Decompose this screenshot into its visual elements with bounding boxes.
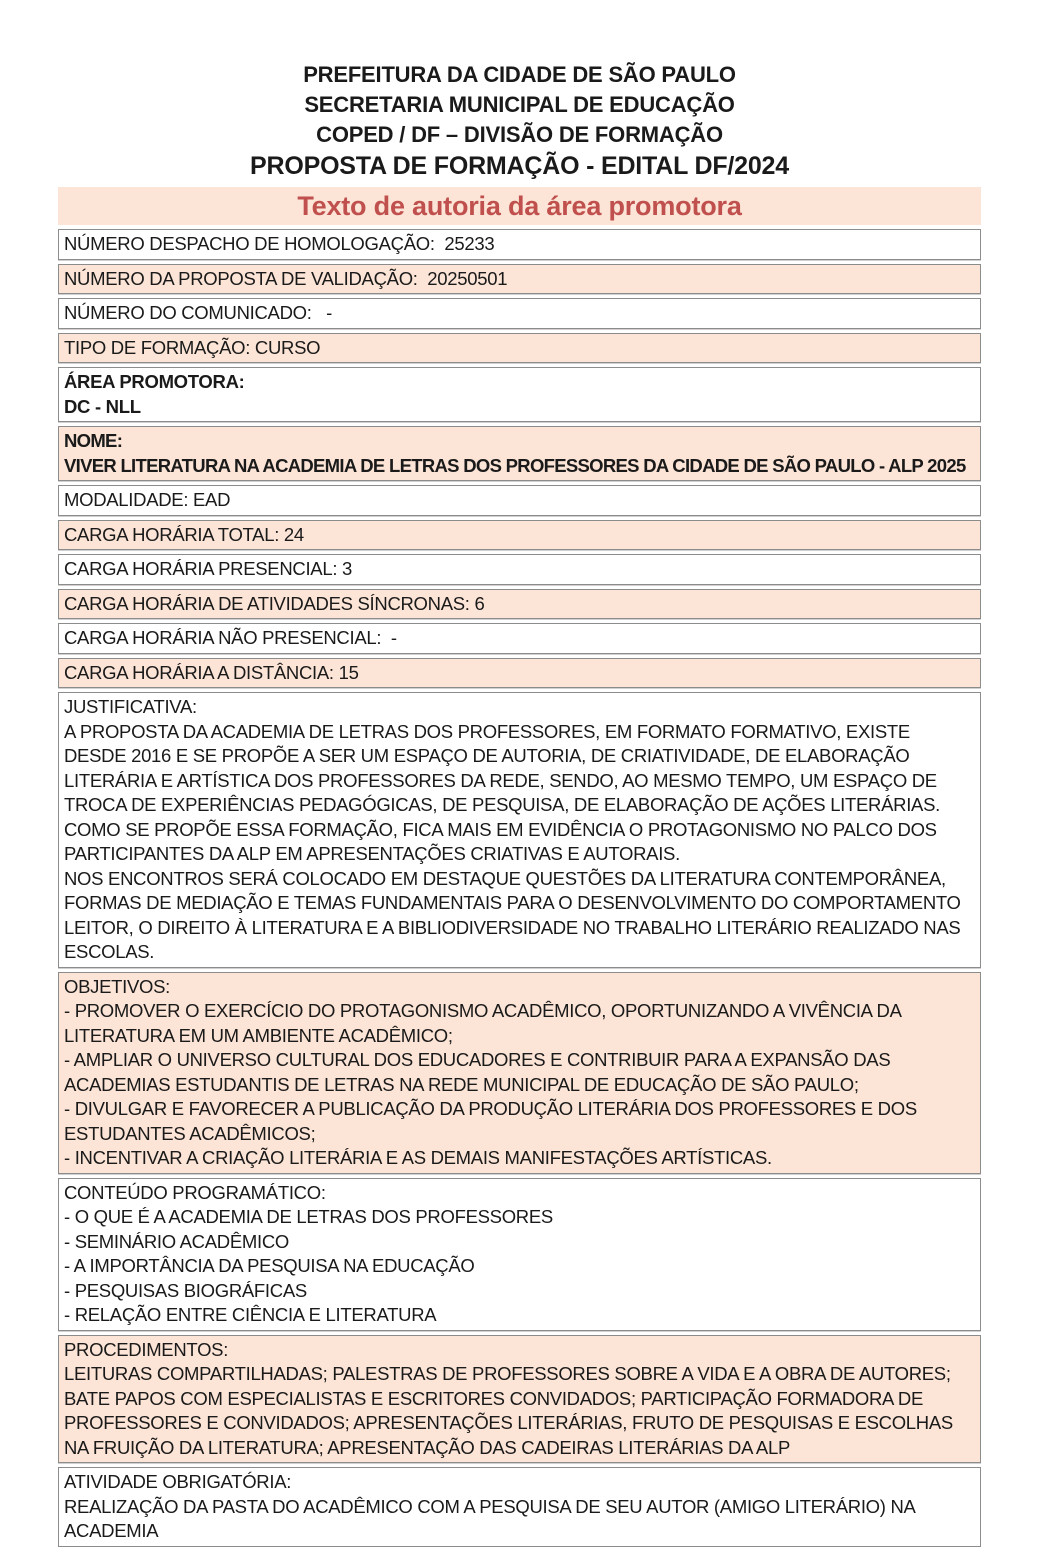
field-nome-value: VIVER LITERATURA NA ACADEMIA DE LETRAS DOS PROFESSORES DA CIDADE DE SÃO PAULO - ALP 2025 bbox=[64, 454, 966, 476]
conteudo-item-4: - PESQUISAS BIOGRÁFICAS bbox=[64, 1279, 307, 1301]
justificativa-label: JUSTIFICATIVA: bbox=[64, 696, 197, 717]
row-atividade-obrigatoria bbox=[58, 1467, 981, 1547]
objetivos-item-3: - DIVULGAR E FAVORECER A PUBLICAÇÃO DA PRODUÇÃO LITERÁRIA DOS PROFESSORES E DOS ESTUDANTES ACADÊMICOS; bbox=[64, 1098, 922, 1144]
row-area-promotora bbox=[58, 367, 981, 422]
field-area-promotora-value: DC - NLL bbox=[64, 395, 141, 417]
atividade-obrigatoria-label: ATIVIDADE OBRIGATÓRIA: bbox=[64, 1471, 292, 1492]
objetivos-label: OBJETIVOS: bbox=[64, 975, 170, 997]
field-carga-horaria-sincronas: CARGA HORÁRIA DE ATIVIDADES SÍNCRONAS: 6 bbox=[64, 592, 485, 614]
conteudo-label: CONTEÚDO PROGRAMÁTICO: bbox=[64, 1181, 326, 1203]
row-tipo-formacao bbox=[58, 333, 981, 364]
header-line-secretaria: SECRETARIA MUNICIPAL DE EDUCAÇÃO bbox=[304, 92, 735, 117]
objetivos-item-1: - PROMOVER O EXERCÍCIO DO PROTAGONISMO ACADÊMICO, OPORTUNIZANDO A VIVÊNCIA DA LITERATURA EM UM AMBIENTE ACADÊMICO; bbox=[64, 1000, 906, 1046]
row-carga-horaria-distancia bbox=[58, 658, 981, 689]
atividade-obrigatoria-paragraph: REALIZAÇÃO DA PASTA DO ACADÊMICO COM A PESQUISA DE SEU AUTOR (AMIGO LITERÁRIO) NA ACADEMIA bbox=[64, 1495, 919, 1541]
field-nome-label: NOME: bbox=[64, 430, 123, 451]
field-carga-horaria-nao-presencial: CARGA HORÁRIA NÃO PRESENCIAL: - bbox=[64, 627, 397, 648]
document-header bbox=[58, 0, 981, 182]
field-modalidade: MODALIDADE: EAD bbox=[64, 489, 231, 510]
row-carga-horaria-total bbox=[58, 520, 981, 551]
row-carga-horaria-nao-presencial bbox=[58, 623, 981, 654]
field-carga-horaria-distancia: CARGA HORÁRIA A DISTÂNCIA: 15 bbox=[64, 661, 359, 683]
objetivos-item-2: - AMPLIAR O UNIVERSO CULTURAL DOS EDUCADORES E CONTRIBUIR PARA A EXPANSÃO DAS ACADEMIAS ESTUDANTIS DE LETRAS NA REDE MUNICIPAL DE EDUCAÇÃO DE SÃO PAULO; bbox=[64, 1049, 895, 1095]
procedimentos-label: PROCEDIMENTOS: bbox=[64, 1338, 229, 1360]
procedimentos-paragraph: LEITURAS COMPARTILHADAS; PALESTRAS DE PROFESSORES SOBRE A VIDA E A OBRA DE AUTORES; BATE PAPOS COM ESPECIALISTAS E ESCRITORES CONVIDADOS; PARTICIPAÇÃO FORMADORA DE PROFESSORES E CONVIDADOS; APRESENTAÇÕES LITERÁRIAS, FRUTO DE PESQUISAS E ESCOLHAS NA FRUIÇÃO DA LITERATURA; APRESENTAÇÃO DAS CADEIRAS LITERÁRIAS DA ALP bbox=[64, 1363, 958, 1458]
row-justificativa bbox=[58, 692, 981, 968]
field-carga-horaria-total: CARGA HORÁRIA TOTAL: 24 bbox=[64, 523, 304, 545]
justificativa-paragraph-1: A PROPOSTA DA ACADEMIA DE LETRAS DOS PROFESSORES, EM FORMATO FORMATIVO, EXISTE DESDE 2016 E SE PROPÕE A SER UM ESPAÇO DE AUTORIA, DE CRIATIVIDADE, DE ELABORAÇÃO LITERÁRIA E ARTÍSTICA DOS PROFESSORES DA REDE, SENDO, AO MESMO TEMPO, UM ESPAÇO DE TROCA DE EXPERIÊNCIAS PEDAGÓGICAS, DE PESQUISA, DE ELABORAÇÃO DE AÇÕES LITERÁRIAS. COMO SE PROPÕE ESSA FORMAÇÃO, FICA MAIS EM EVIDÊNCIA O PROTAGONISMO NO PALCO DOS PARTICIPANTES DA ALP EM APRESENTAÇÕES CRIATIVAS E AUTORAIS. bbox=[64, 720, 945, 864]
row-conteudo-programatico bbox=[58, 1178, 981, 1331]
conteudo-item-1: - O QUE É A ACADEMIA DE LETRAS DOS PROFESSORES bbox=[64, 1206, 553, 1227]
row-carga-horaria-sincronas bbox=[58, 589, 981, 620]
field-numero-comunicado: NÚMERO DO COMUNICADO: - bbox=[64, 302, 332, 323]
row-objetivos bbox=[58, 972, 981, 1174]
banner-title: Texto de autoria da área promotora bbox=[297, 191, 742, 221]
row-nome bbox=[58, 426, 981, 481]
row-numero-comunicado bbox=[58, 298, 981, 329]
justificativa-paragraph-2: NOS ENCONTROS SERÁ COLOCADO EM DESTAQUE QUESTÕES DA LITERATURA CONTEMPORÂNEA, FORMAS DE MEDIAÇÃO E TEMAS FUNDAMENTAIS PARA O DESENVOLVIMENTO DO COMPORTAMENTO LEITOR, O DIREITO À LITERATURA E A BIBLIODIVERSIDADE NO TRABALHO LITERÁRIO REALIZADO NAS ESCOLAS. bbox=[64, 867, 966, 962]
conteudo-item-2: - SEMINÁRIO ACADÊMICO bbox=[64, 1230, 289, 1252]
field-tipo-formacao: TIPO DE FORMAÇÃO: CURSO bbox=[64, 336, 321, 358]
conteudo-item-3: - A IMPORTÂNCIA DA PESQUISA NA EDUCAÇÃO bbox=[64, 1255, 475, 1276]
field-numero-despacho: NÚMERO DESPACHO DE HOMOLOGAÇÃO: 25233 bbox=[64, 233, 495, 254]
objetivos-item-4: - INCENTIVAR A CRIAÇÃO LITERÁRIA E AS DEMAIS MANIFESTAÇÕES ARTÍSTICAS. bbox=[64, 1147, 772, 1168]
row-numero-despacho-homologacao bbox=[58, 229, 981, 260]
document-content bbox=[58, 0, 981, 1547]
row-carga-horaria-presencial bbox=[58, 554, 981, 585]
field-numero-proposta: NÚMERO DA PROPOSTA DE VALIDAÇÃO: 20250501 bbox=[64, 267, 508, 289]
header-line-prefeitura: PREFEITURA DA CIDADE DE SÃO PAULO bbox=[303, 62, 736, 87]
row-modalidade bbox=[58, 485, 981, 516]
field-carga-horaria-presencial: CARGA HORÁRIA PRESENCIAL: 3 bbox=[64, 558, 352, 579]
header-line-coped: COPED / DF – DIVISÃO DE FORMAÇÃO bbox=[316, 122, 723, 147]
row-numero-proposta-validacao bbox=[58, 264, 981, 295]
header-line-proposta: PROPOSTA DE FORMAÇÃO - EDITAL DF/2024 bbox=[250, 152, 789, 180]
conteudo-item-5: - RELAÇÃO ENTRE CIÊNCIA E LITERATURA bbox=[64, 1304, 437, 1325]
banner-texto-autoria bbox=[58, 187, 981, 225]
field-area-promotora-label: ÁREA PROMOTORA: bbox=[64, 371, 245, 392]
row-procedimentos bbox=[58, 1335, 981, 1464]
